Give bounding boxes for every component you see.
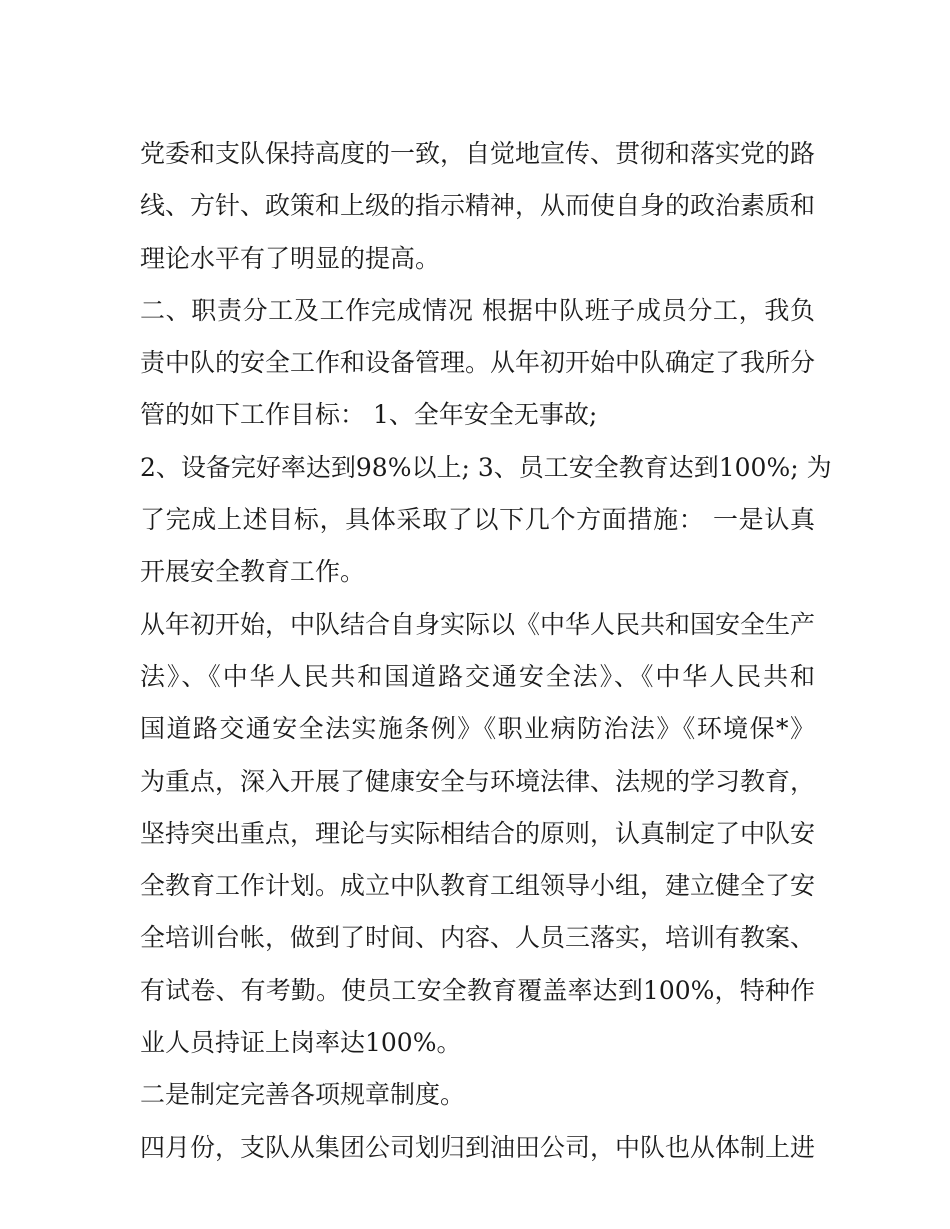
text-line: 线、方针、政策和上级的指示精神，从而使自身的政治素质和 [140,191,816,221]
text-line: 全教育工作计划。成立中队教育工组领导小组，建立健全了安 [140,871,816,901]
text-line: 全培训台帐，做到了时间、内容、人员三落实，培训有教案、 [140,923,816,953]
document-body [140,128,832,1174]
text-line: 理论水平有了明显的提高。 [140,243,441,273]
text-line: 坚持突出重点，理论与实际相结合的原则，认真制定了中队安 [140,818,816,848]
text-line: 2、设备完好率达到98%以上; 3、员工安全教育达到100%; 为 [140,452,832,482]
text-line: 国道路交通安全法实施条例》《职业病防治法》《环境保*》 [140,714,815,744]
text-line: 党委和支队保持高度的一致，自觉地宣传、贯彻和落实党的路 [140,139,816,168]
text-line: 业人员持证上岗率达100%。 [140,1028,462,1058]
text-line: 管的如下工作目标： 1、全年安全无事故; [140,400,598,430]
text-line: 法》、《中华人民共和国道路交通安全法》、《中华人民共和 [140,661,815,691]
text-line: 从年初开始，中队结合自身实际以《中华人民共和国安全生产 [140,609,816,639]
text-line: 二、职责分工及工作完成情况 根据中队班子成员分工，我负 [140,295,815,325]
text-line: 四月份，支队从集团公司划归到油田公司，中队也从体制上进 [140,1132,816,1162]
text-line: 为重点，深入开展了健康安全与环境法律、法规的学习教育， [140,766,816,796]
text-line: 有试卷、有考勤。使员工安全教育覆盖率达到100%，特种作 [140,975,815,1005]
text-line: 了完成上述目标，具体采取了以下几个方面措施： 一是认真 [140,505,815,535]
text-line: 责中队的安全工作和设备管理。从年初开始中队确定了我所分 [140,348,816,378]
text-line: 开展安全教育工作。 [140,557,366,587]
text-line: 二是制定完善各项规章制度。 [140,1080,466,1110]
